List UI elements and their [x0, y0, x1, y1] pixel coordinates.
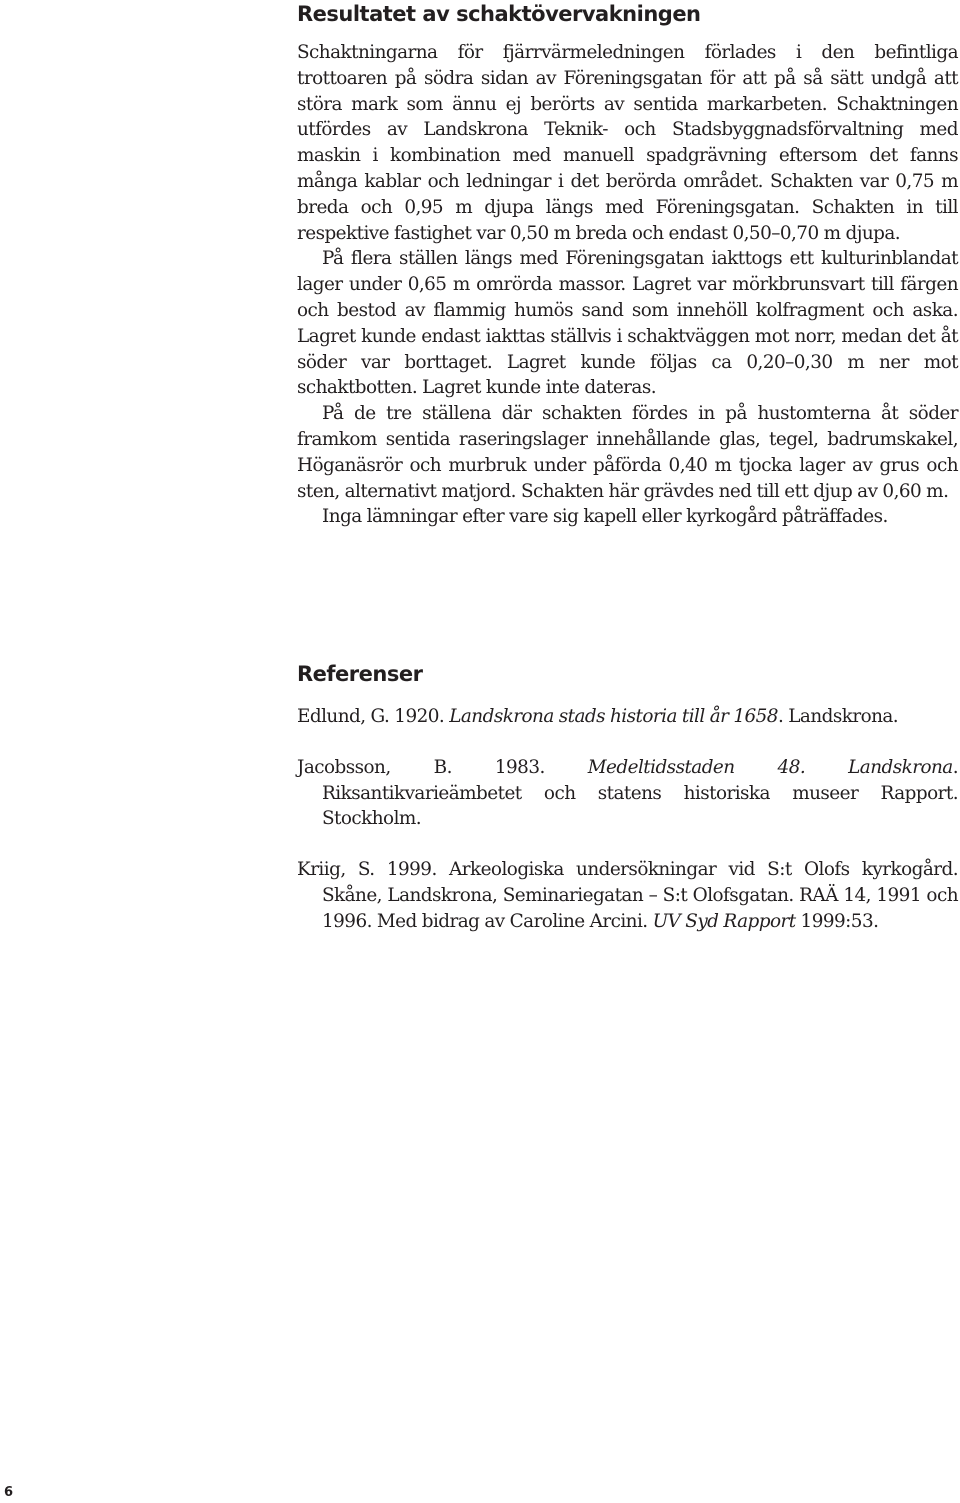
- reference-text: Kriig, S. 1999. Arkeologiska undersökningar vid S:t Olofs kyrkogård. Skåne, Landskrona, Seminariegatan – S:t Olofsgatan. RAÄ 14, 1991 och 1996. Med bidrag av Caroline Arcini.: [297, 859, 958, 932]
- reference-text: 1999:53.: [795, 910, 879, 932]
- reference-title: Landskrona stads historia till år 1658: [449, 706, 778, 727]
- results-body: [297, 40, 958, 530]
- reference-list: [297, 704, 958, 960]
- section-heading-references: Referenser: [297, 662, 423, 686]
- paragraph-excavation: Schaktningarna för fjärrvärmeledningen förlades i den befintliga trottoaren på södra sidan av Föreningsgatan för att på så sätt undgå att störa mark som ännu ej berörts av sentida markarbeten. Schaktningen utfördes av Landskrona Teknik- och Stadsbyggnadsförvaltning med maskin i kombination med manuell spadgrävning eftersom det fanns många kablar och ledningar i det berörda området. Schakten var 0,75 m breda och 0,95 m djupa längs med Föreningsgatan. Schakten in till respektive fastighet var 0,50 m breda och endast 0,50–0,70 m djupa.: [297, 42, 958, 244]
- reference-text: Edlund, G. 1920.: [297, 706, 450, 727]
- section-heading-results: Resultatet av schaktövervakningen: [297, 2, 701, 26]
- reference-title: Medeltidsstaden 48. Landskrona: [587, 756, 953, 778]
- paragraph-house-plots: På de tre ställena där schakten fördes in på hustomterna åt söder framkom sentida raseringslager innehållande glas, tegel, badrumskakel, Höganäsrör och murbruk under påförda 0,40 m tjocka lager av grus och sten, alternativt matjord. Schakten här grävdes ned till ett djup av 0,60 m.: [297, 403, 958, 502]
- reference-text: . Landskrona.: [777, 706, 899, 727]
- reference-title: UV Syd Rapport: [652, 910, 796, 932]
- page-number: 6: [4, 1485, 14, 1500]
- paragraph-cultural-layer: På flera ställen längs med Föreningsgatan iakttogs ett kulturinblandat lager under 0,65 m omrörda massor. Lagret var mörkbrunsvart till färgen och bestod av flammig humös sand som innehöll kolfragment och aska. Lagret kunde endast iakttas ställvis i schaktväggen mot norr, medan det åt söder var borttaget. Lagret kunde följas ca 0,20–0,30 m ner mot schaktbotten. Lagret kunde inte dateras.: [297, 248, 958, 399]
- reference-item: [297, 857, 958, 934]
- reference-text: . Riksantikvarieämbetet och statens historiska museer Rapport. Stockholm.: [322, 756, 958, 830]
- reference-text: Jacobsson, B. 1983.: [297, 756, 588, 778]
- reference-item: [297, 704, 958, 730]
- paragraph-conclusion: Inga lämningar efter vare sig kapell eller kyrkogård påträffades.: [322, 506, 888, 528]
- reference-item: [297, 755, 958, 832]
